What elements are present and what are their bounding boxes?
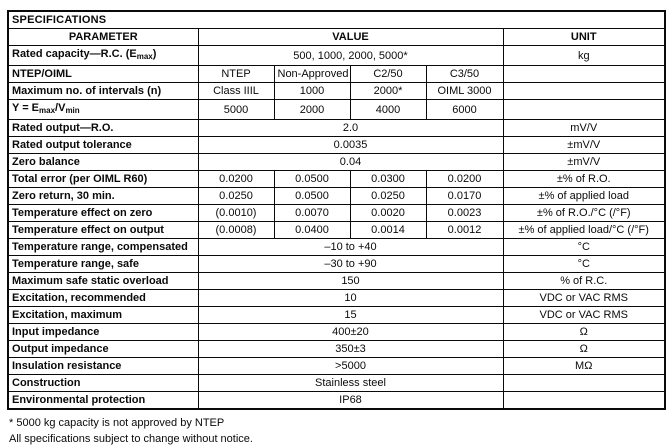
- value-cell: Non-Approved: [274, 66, 350, 83]
- spec-table-body: [8, 46, 665, 410]
- parameter-label: Rated output—R.O.: [12, 122, 114, 134]
- unit-cell: [503, 83, 665, 100]
- value-cell: 0.0035: [198, 137, 503, 154]
- parameter-label: Y = E: [12, 102, 40, 114]
- parameter-label: Input impedance: [12, 326, 100, 338]
- value-cell: 400±20: [198, 324, 503, 341]
- parameter-label: Excitation, recommended: [12, 292, 146, 304]
- unit-cell: VDC or VAC RMS: [503, 307, 665, 324]
- value-cell: 2000: [274, 100, 350, 120]
- parameter-label: Temperature range, compensated: [12, 241, 188, 253]
- parameter-label: NTEP/OIML: [12, 68, 72, 80]
- parameter-subscript: max: [39, 106, 56, 115]
- parameter-cell: [8, 205, 198, 222]
- table-row: [8, 137, 665, 154]
- value-cell: 4000: [350, 100, 426, 120]
- parameter-label: Temperature effect on output: [12, 224, 164, 236]
- parameter-label: Maximum no. of intervals (n): [12, 85, 162, 97]
- unit-cell: °C: [503, 239, 665, 256]
- unit-cell: ±% of applied load: [503, 188, 665, 205]
- parameter-subscript: max: [136, 52, 153, 61]
- value-cell: 2000*: [350, 83, 426, 100]
- unit-cell: [503, 66, 665, 83]
- footnote-disclaimer: All specifications subject to change without notice.: [9, 433, 253, 445]
- table-row: [8, 239, 665, 256]
- value-cell: 0.0023: [426, 205, 503, 222]
- value-cell: 0.0500: [274, 171, 350, 188]
- unit-cell: mV/V: [503, 120, 665, 137]
- parameter-label: Construction: [12, 377, 81, 389]
- unit-cell: °C: [503, 256, 665, 273]
- value-cell: 0.0012: [426, 222, 503, 239]
- unit-cell: [503, 375, 665, 392]
- unit-cell: ±% of R.O.: [503, 171, 665, 188]
- parameter-cell: [8, 100, 198, 120]
- table-row: [8, 358, 665, 375]
- table-row: [8, 290, 665, 307]
- table-row: [8, 392, 665, 410]
- value-cell: OIML 3000: [426, 83, 503, 100]
- value-cell: 0.0070: [274, 205, 350, 222]
- parameter-label: Total error (per OIML R60): [12, 173, 148, 185]
- parameter-cell: [8, 375, 198, 392]
- value-cell: 0.0250: [198, 188, 274, 205]
- unit-cell: kg: [503, 46, 665, 66]
- parameter-cell: [8, 324, 198, 341]
- unit-cell: [503, 392, 665, 410]
- footnote-ntep-approval: * 5000 kg capacity is not approved by NTEP: [9, 417, 225, 429]
- parameter-label: Zero return, 30 min.: [12, 190, 115, 202]
- parameter-cell: [8, 358, 198, 375]
- value-cell: 2.0: [198, 120, 503, 137]
- value-cell: 0.0500: [274, 188, 350, 205]
- table-title: SPECIFICATIONS: [8, 11, 665, 29]
- column-header-value: VALUE: [198, 29, 503, 46]
- parameter-label: Temperature effect on zero: [12, 207, 153, 219]
- value-cell: 500, 1000, 2000, 5000*: [198, 46, 503, 66]
- value-cell: –10 to +40: [198, 239, 503, 256]
- unit-cell: [503, 100, 665, 120]
- table-row: [8, 46, 665, 66]
- specifications-table: [7, 10, 666, 410]
- value-cell: 0.0170: [426, 188, 503, 205]
- value-cell: (0.0008): [198, 222, 274, 239]
- value-cell: C3/50: [426, 66, 503, 83]
- unit-cell: VDC or VAC RMS: [503, 290, 665, 307]
- value-cell: 0.0300: [350, 171, 426, 188]
- value-cell: Class IIIL: [198, 83, 274, 100]
- unit-cell: ±mV/V: [503, 137, 665, 154]
- table-title-row: [8, 11, 665, 29]
- value-cell: (0.0010): [198, 205, 274, 222]
- parameter-label: ): [152, 48, 157, 60]
- value-cell: 0.0200: [198, 171, 274, 188]
- parameter-cell: [8, 239, 198, 256]
- parameter-cell: [8, 256, 198, 273]
- table-row: [8, 324, 665, 341]
- unit-cell: MΩ: [503, 358, 665, 375]
- parameter-cell: [8, 273, 198, 290]
- table-row: [8, 120, 665, 137]
- parameter-label: Output impedance: [12, 343, 109, 355]
- table-header-row: [8, 29, 665, 46]
- unit-cell: ±% of applied load/°C (/°F): [503, 222, 665, 239]
- parameter-label: Excitation, maximum: [12, 309, 123, 321]
- column-header-unit: UNIT: [503, 29, 665, 46]
- parameter-cell: [8, 154, 198, 171]
- unit-cell: % of R.C.: [503, 273, 665, 290]
- value-cell: NTEP: [198, 66, 274, 83]
- parameter-cell: [8, 46, 198, 66]
- parameter-cell: [8, 83, 198, 100]
- table-row: [8, 222, 665, 239]
- parameter-cell: [8, 188, 198, 205]
- value-cell: 0.0200: [426, 171, 503, 188]
- parameter-label: Rated capacity—R.C. (E: [12, 48, 137, 60]
- value-cell: 5000: [198, 100, 274, 120]
- parameter-label: /V: [55, 102, 66, 114]
- parameter-label: Rated output tolerance: [12, 139, 132, 151]
- parameter-label: Temperature range, safe: [12, 258, 139, 270]
- parameter-label: Environmental protection: [12, 394, 146, 406]
- unit-cell: ±mV/V: [503, 154, 665, 171]
- value-cell: 15: [198, 307, 503, 324]
- table-row: [8, 188, 665, 205]
- table-row: [8, 341, 665, 358]
- unit-cell: ±% of R.O./°C (/°F): [503, 205, 665, 222]
- table-row: [8, 66, 665, 83]
- value-cell: Stainless steel: [198, 375, 503, 392]
- value-cell: 350±3: [198, 341, 503, 358]
- parameter-subscript: min: [65, 106, 80, 115]
- table-row: [8, 205, 665, 222]
- value-cell: 150: [198, 273, 503, 290]
- value-cell: >5000: [198, 358, 503, 375]
- parameter-cell: [8, 137, 198, 154]
- table-row: [8, 154, 665, 171]
- value-cell: 0.0400: [274, 222, 350, 239]
- table-row: [8, 307, 665, 324]
- parameter-cell: [8, 222, 198, 239]
- value-cell: 0.0020: [350, 205, 426, 222]
- parameter-cell: [8, 171, 198, 188]
- table-row: [8, 100, 665, 120]
- value-cell: 0.0014: [350, 222, 426, 239]
- value-cell: 0.04: [198, 154, 503, 171]
- parameter-cell: [8, 66, 198, 83]
- parameter-label: Maximum safe static overload: [12, 275, 169, 287]
- table-row: [8, 375, 665, 392]
- value-cell: –30 to +90: [198, 256, 503, 273]
- footnotes: [7, 415, 664, 447]
- value-cell: 10: [198, 290, 503, 307]
- value-cell: 0.0250: [350, 188, 426, 205]
- parameter-cell: [8, 290, 198, 307]
- value-cell: 1000: [274, 83, 350, 100]
- table-row: [8, 171, 665, 188]
- parameter-cell: [8, 120, 198, 137]
- table-row: [8, 256, 665, 273]
- parameter-cell: [8, 392, 198, 410]
- unit-cell: Ω: [503, 341, 665, 358]
- value-cell: IP68: [198, 392, 503, 410]
- parameter-label: Insulation resistance: [12, 360, 122, 372]
- table-row: [8, 83, 665, 100]
- parameter-label: Zero balance: [12, 156, 80, 168]
- value-cell: C2/50: [350, 66, 426, 83]
- column-header-parameter: PARAMETER: [8, 29, 198, 46]
- parameter-cell: [8, 341, 198, 358]
- table-row: [8, 273, 665, 290]
- value-cell: 6000: [426, 100, 503, 120]
- unit-cell: Ω: [503, 324, 665, 341]
- parameter-cell: [8, 307, 198, 324]
